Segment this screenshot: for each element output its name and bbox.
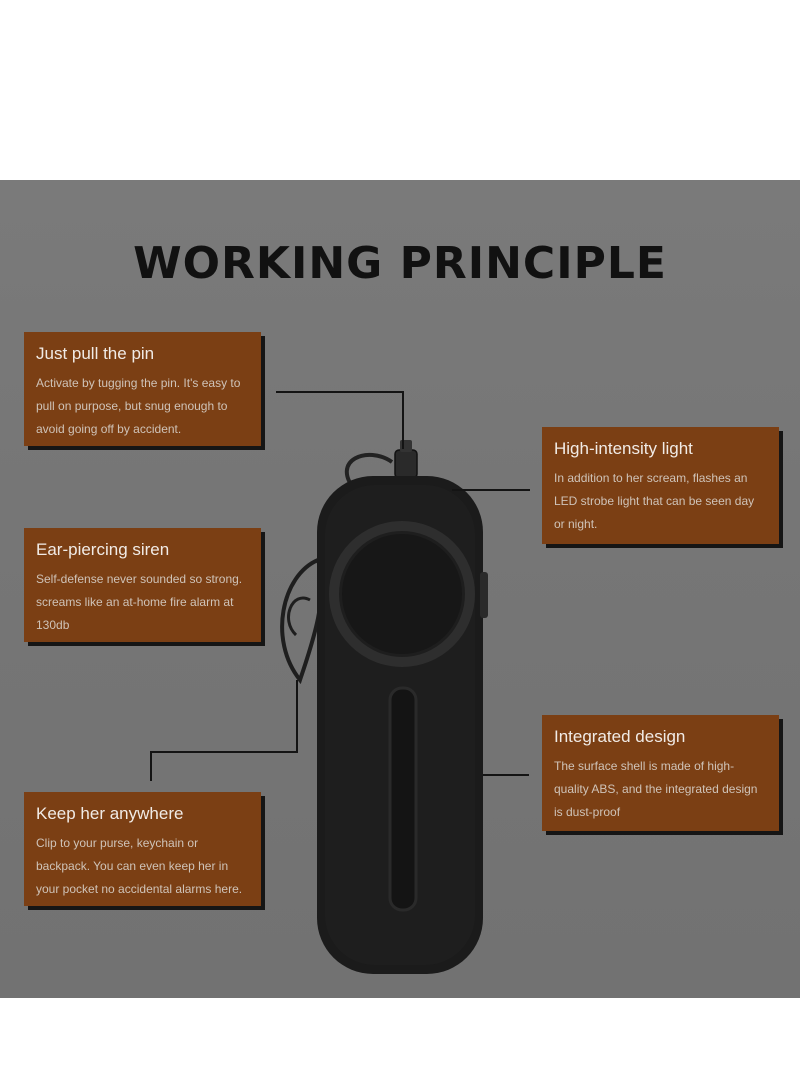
feature-title: Integrated design [554,727,686,746]
connector-keep-v2 [296,680,298,752]
feature-card-siren [24,528,261,642]
feature-description: Clip to your purse, keychain or backpack. You can even keep her in your pocket no accidental alarms here. [36,836,243,896]
feature-card-light [542,427,779,544]
connector-keep-v1 [150,751,152,781]
feature-description: In addition to her scream, flashes an LED strobe light that can be seen day or night. [554,471,755,531]
pull-pin [395,450,417,478]
feature-card-integrated-design [542,715,779,831]
feature-description: The surface shell is made of high-quality ABS, and the integrated design is dust-proof [554,759,758,819]
connector-keep-h [150,751,298,753]
feature-title: High-intensity light [554,439,693,458]
carabiner-gate [289,598,310,635]
feature-description: Activate by tugging the pin. It's easy to pull on purpose, but snug enough to avoid going off by accident. [36,376,241,436]
feature-card-keep-anywhere [24,792,261,906]
feature-title: Just pull the pin [36,344,155,363]
connector-light [452,489,530,491]
feature-description: Self-defense never sounded so strong. screams like an at-home fire alarm at 130db [36,572,243,632]
led-strip [390,688,416,910]
side-button [480,572,488,618]
page-title: WORKING PRINCIPLE [133,238,667,289]
feature-title: Keep her anywhere [36,804,184,823]
connector-design [483,774,529,776]
speaker-grille [342,534,462,654]
feature-title: Ear-piercing siren [36,540,170,559]
connector-pin-v [402,391,404,449]
connector-pin-h [276,391,403,393]
feature-card-pull-pin [24,332,261,446]
